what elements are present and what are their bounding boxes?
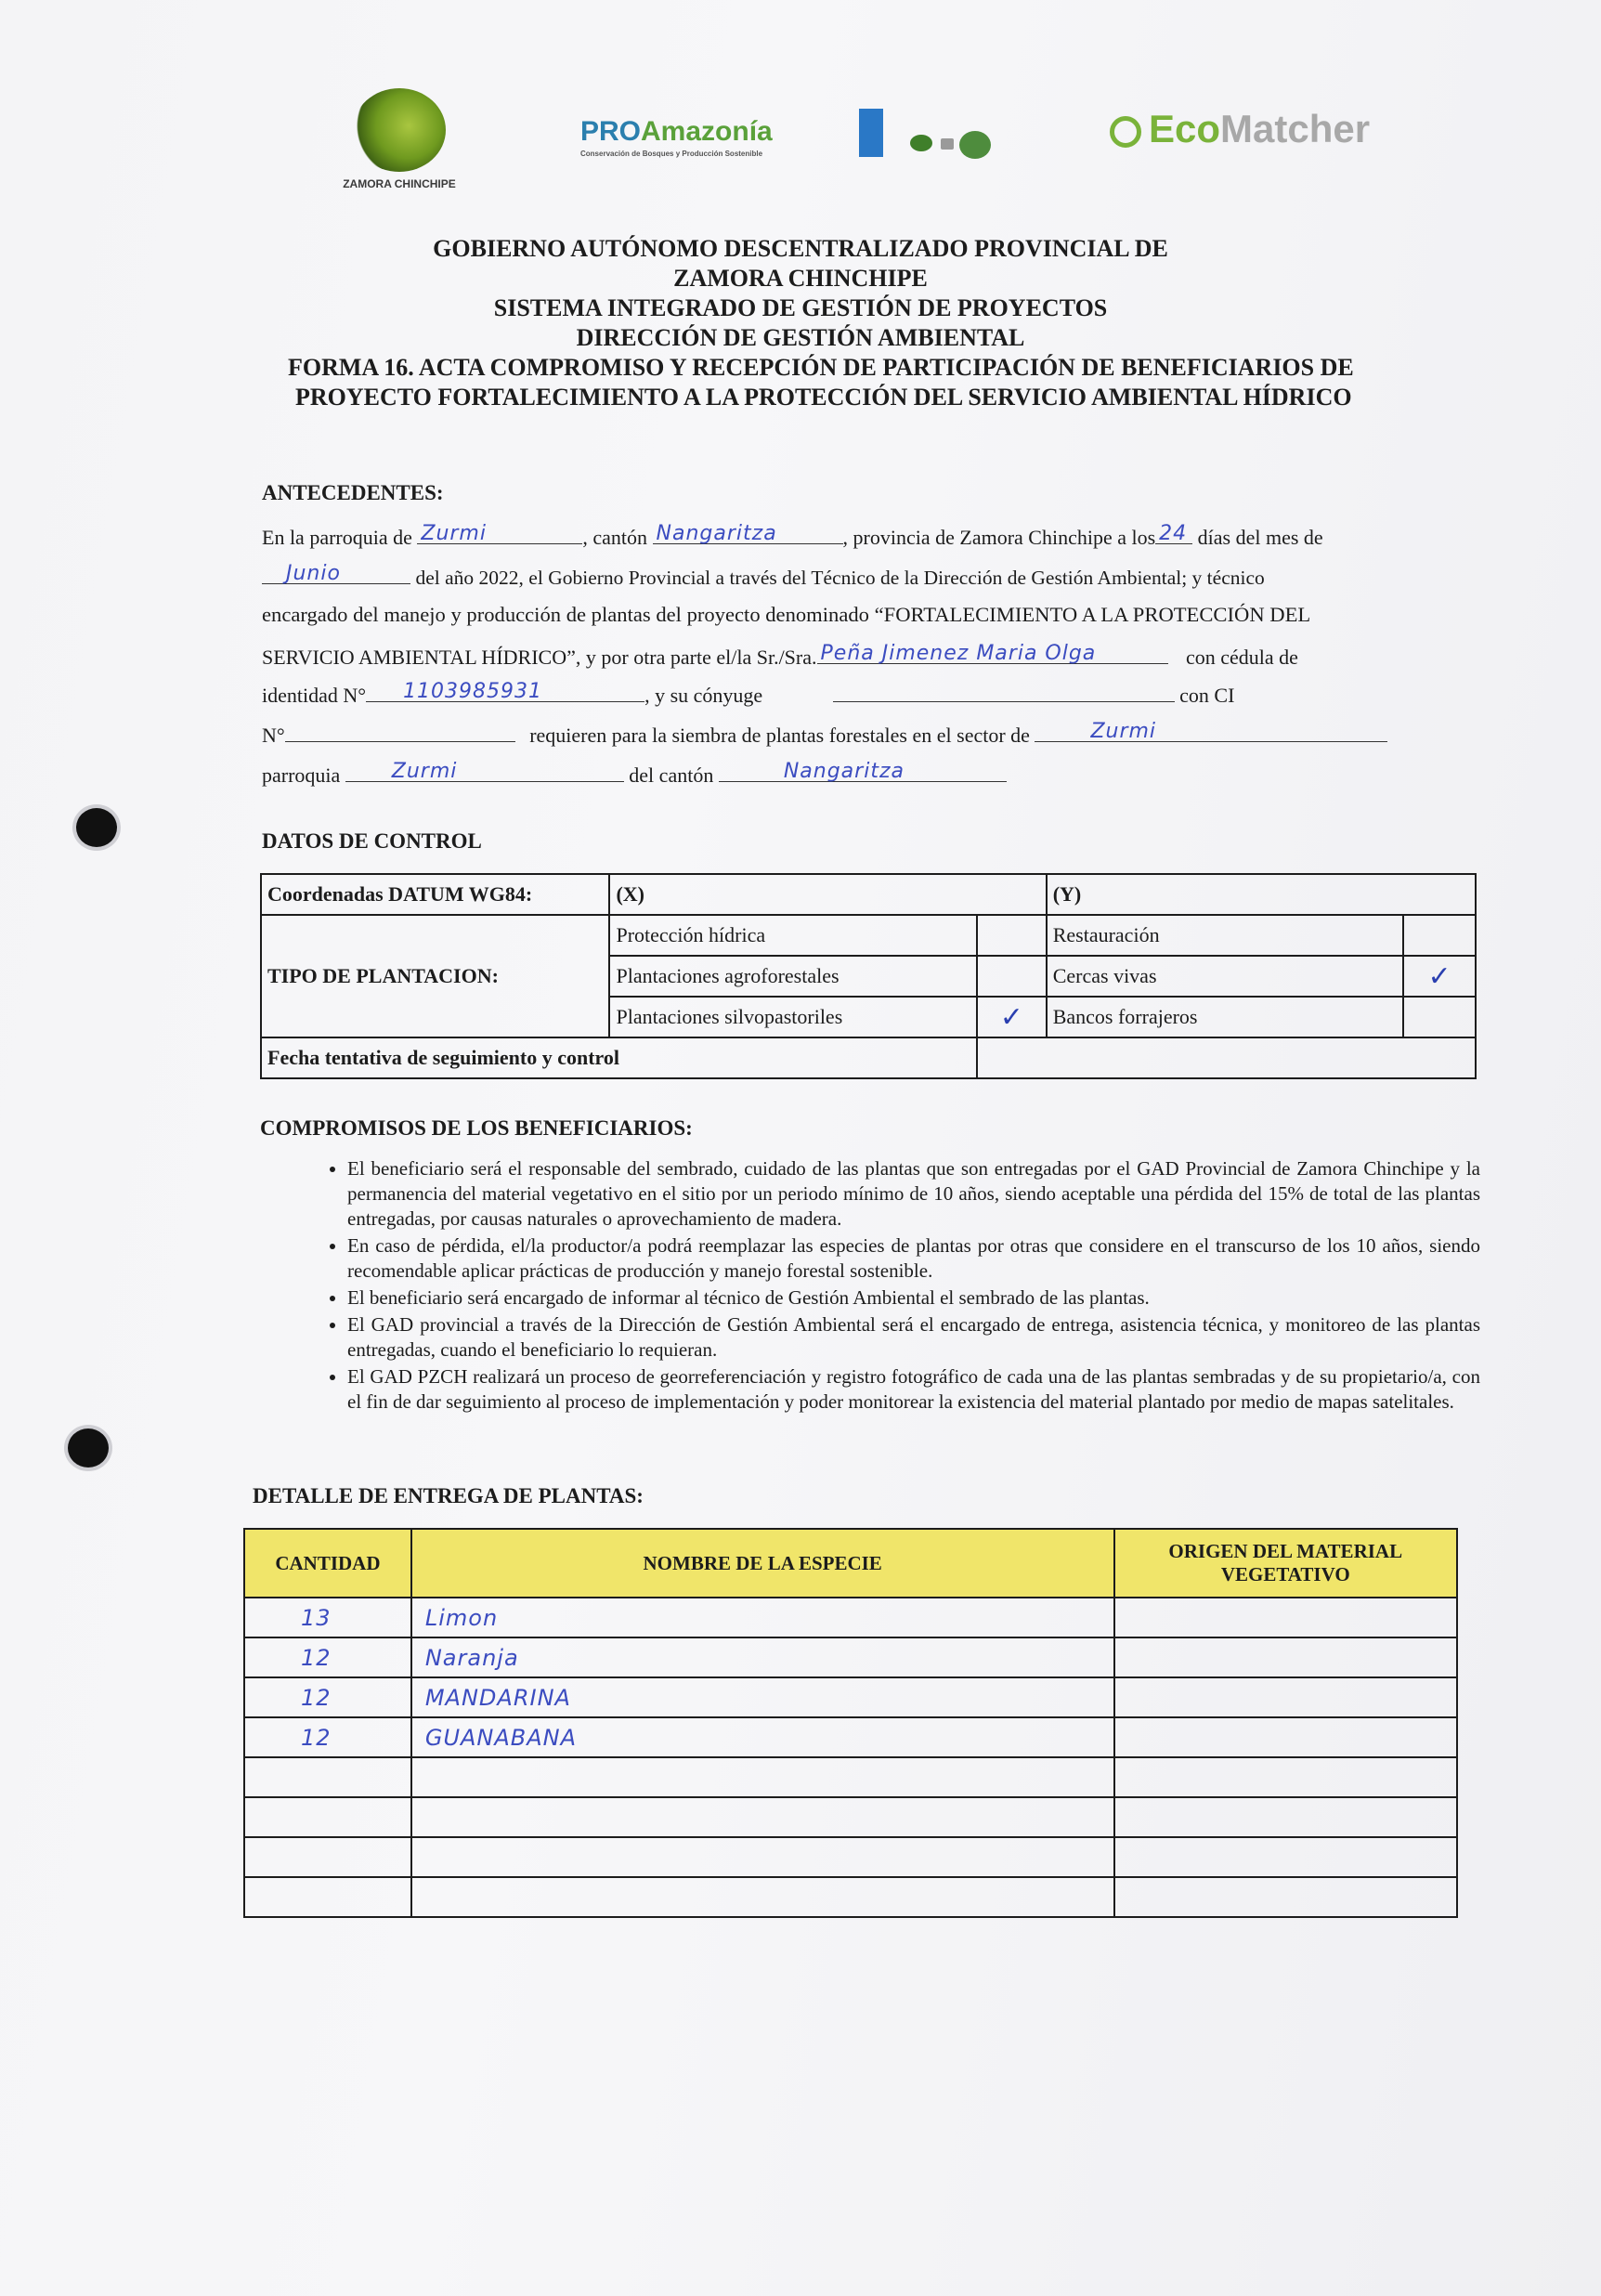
beneficiario-field[interactable] xyxy=(817,643,1168,664)
proamazonia-logo-pro: PRO xyxy=(580,116,642,147)
static-text: del año 2022, el Gobierno Provincial a través del Técnico de la Dirección de Gestión Ambiental; y técnico xyxy=(415,567,1265,589)
static-text: requieren para la siembra de plantas forestales en el sector de xyxy=(529,724,1030,747)
especie-cell[interactable]: GUANABANA xyxy=(411,1717,1114,1757)
compromiso-item: • El GAD provincial a través de la Dirección de Gestión Ambiental será el encargado de entrega, asistencia técnica, y monitoreo de las plantas entregadas, cuando el beneficiario lo requieran. xyxy=(347,1312,1480,1363)
option-cercas-vivas: Cercas vivas xyxy=(1047,956,1403,997)
conyuge-ci-field[interactable] xyxy=(285,721,515,742)
gad-emblem-icon xyxy=(353,88,446,172)
parroquia-value: Zurmi xyxy=(421,522,487,545)
static-text: con CI xyxy=(1179,684,1235,707)
compromisos-list xyxy=(297,1156,1480,1416)
parroquia2-value: Zurmi xyxy=(391,760,458,783)
conyuge-field[interactable] xyxy=(833,681,1175,702)
especie-cell[interactable]: Naranja xyxy=(411,1637,1114,1677)
static-text: SERVICIO AMBIENTAL HÍDRICO”, y por otra parte el/la Sr./Sra. xyxy=(262,646,817,669)
table-row xyxy=(244,1598,1457,1637)
proamazonia-logo-amazonia: Amazonía xyxy=(641,116,773,147)
especie-cell[interactable] xyxy=(411,1797,1114,1837)
tipo-plantacion-label: TIPO DE PLANTACION: xyxy=(261,915,609,1037)
check-mark-icon: ✓ xyxy=(999,1000,1023,1034)
cantidad-cell[interactable]: 12 xyxy=(244,1637,411,1677)
cantidad-cell[interactable] xyxy=(244,1757,411,1797)
static-text: , provincia de Zamora Chinchipe a los xyxy=(842,526,1156,549)
origen-cell[interactable] xyxy=(1114,1717,1457,1757)
especie-cell[interactable] xyxy=(411,1757,1114,1797)
table-row xyxy=(244,1837,1457,1877)
parroquia-field[interactable] xyxy=(417,523,582,544)
canton-field[interactable] xyxy=(653,523,843,544)
detalle-table xyxy=(243,1528,1458,1918)
header-line-2: ZAMORA CHINCHIPE xyxy=(673,265,928,292)
origen-cell[interactable] xyxy=(1114,1797,1457,1837)
mes-field[interactable] xyxy=(262,563,410,584)
static-text: identidad N° xyxy=(262,684,367,707)
header-line-4: DIRECCIÓN DE GESTIÓN AMBIENTAL xyxy=(576,324,1025,351)
compromisos-heading: COMPROMISOS DE LOS BENEFICIARIOS: xyxy=(260,1116,693,1140)
control-table xyxy=(260,873,1477,1079)
partner-logo-icon xyxy=(941,138,954,150)
beneficiario-value: Peña Jimenez Maria Olga xyxy=(820,642,1097,665)
header-line-1: GOBIERNO AUTÓNOMO DESCENTRALIZADO PROVINCIAL DE xyxy=(433,235,1168,262)
coord-label: Coordenadas DATUM WG84: xyxy=(261,874,609,915)
origen-cell[interactable] xyxy=(1114,1637,1457,1677)
checkbox-agroforestales[interactable] xyxy=(977,956,1047,997)
partner-logos xyxy=(859,109,998,160)
coord-x-label[interactable]: (X) xyxy=(609,874,1046,915)
canton2-field[interactable] xyxy=(719,761,1007,782)
table-row xyxy=(244,1757,1457,1797)
static-text: días del mes de xyxy=(1197,526,1323,549)
cedula-value: 1103985931 xyxy=(403,680,543,703)
undp-logo-icon xyxy=(859,109,883,157)
antecedentes-line-6 xyxy=(262,721,1387,748)
sector-value: Zurmi xyxy=(1090,720,1157,743)
antecedentes-line-4 xyxy=(262,643,1298,670)
compromiso-item: • En caso de pérdida, el/la productor/a podrá reemplazar las especies de plantas por otras que considere en el transcurso de los 10 años, siendo recomendable aplicar prácticas de producción y manejo forestal sostenible. xyxy=(347,1233,1480,1284)
checkbox-silvopastoriles[interactable] xyxy=(977,997,1047,1037)
checkbox-cercas-vivas[interactable] xyxy=(1403,956,1476,997)
form-title-line-2: PROYECTO FORTALECIMIENTO A LA PROTECCIÓN DEL SERVICIO AMBIENTAL HÍDRICO xyxy=(295,384,1352,411)
option-agroforestales: Plantaciones agroforestales xyxy=(609,956,976,997)
origen-cell[interactable] xyxy=(1114,1837,1457,1877)
ecomatcher-leaf-icon xyxy=(1110,116,1141,148)
especie-cell[interactable] xyxy=(411,1877,1114,1917)
table-row xyxy=(244,1797,1457,1837)
check-mark-icon: ✓ xyxy=(1427,959,1451,993)
control-heading: DATOS DE CONTROL xyxy=(262,829,482,853)
form-title-line-1: FORMA 16. ACTA COMPROMISO Y RECEPCIÓN DE PARTICIPACIÓN DE BENEFICIARIOS DE xyxy=(288,354,1354,381)
cantidad-cell[interactable] xyxy=(244,1877,411,1917)
gad-logo-text: ZAMORA CHINCHIPE xyxy=(343,177,456,190)
antecedentes-heading: ANTECEDENTES: xyxy=(262,481,444,504)
table-row xyxy=(244,1677,1457,1717)
table-row xyxy=(244,1877,1457,1917)
ecomatcher-logo-matcher: Matcher xyxy=(1220,107,1371,150)
static-text: del cantón xyxy=(629,763,714,787)
parroquia2-field[interactable] xyxy=(345,761,624,782)
option-restauracion: Restauración xyxy=(1047,915,1403,956)
mes-value: Junio xyxy=(286,562,341,585)
origen-cell[interactable] xyxy=(1114,1598,1457,1637)
col-cantidad-header: CANTIDAD xyxy=(244,1529,411,1598)
ministry-logo-icon xyxy=(910,135,932,151)
checkbox-restauracion[interactable] xyxy=(1403,915,1476,956)
canton-value: Nangaritza xyxy=(656,522,777,545)
punch-hole xyxy=(76,808,117,847)
especie-cell[interactable]: Limon xyxy=(411,1598,1114,1637)
antecedentes-line-1 xyxy=(262,523,1323,550)
option-proteccion-hidrica: Protección hídrica xyxy=(609,915,976,956)
origen-cell[interactable] xyxy=(1114,1877,1457,1917)
coord-y-label[interactable]: (Y) xyxy=(1047,874,1476,915)
antecedentes-line-5 xyxy=(262,681,1234,708)
header-line-3: SISTEMA INTEGRADO DE GESTIÓN DE PROYECTOS xyxy=(493,294,1108,321)
gad-zamora-logo xyxy=(325,88,474,209)
col-origen-header: ORIGEN DEL MATERIAL VEGETATIVO xyxy=(1114,1529,1457,1598)
origen-cell[interactable] xyxy=(1114,1757,1457,1797)
header-logos xyxy=(325,88,1439,209)
static-text: , y su cónyuge xyxy=(644,684,763,707)
especie-cell[interactable] xyxy=(411,1837,1114,1877)
checkbox-proteccion-hidrica[interactable] xyxy=(977,915,1047,956)
option-silvopastoriles: Plantaciones silvopastoriles xyxy=(609,997,976,1037)
static-text: , cantón xyxy=(582,526,648,549)
dia-value: 24 xyxy=(1159,522,1188,545)
compromiso-item: • El beneficiario será encargado de informar al técnico de Gestión Ambiental el sembrado de las plantas. xyxy=(347,1285,1480,1311)
ecomatcher-logo xyxy=(1110,107,1370,151)
antecedentes-line-2 xyxy=(262,563,1265,590)
punch-hole xyxy=(68,1428,109,1468)
compromiso-item: • El GAD PZCH realizará un proceso de georreferenciación y registro fotográfico de cada una de las plantas sembradas y de su propietario/a, con el fin de dar seguimiento al proceso de implementación y poder monitorear la existencia del material plantado por medio de mapas satelitales. xyxy=(347,1364,1480,1415)
cantidad-cell[interactable]: 12 xyxy=(244,1717,411,1757)
static-text: En la parroquia de xyxy=(262,526,412,549)
detalle-heading: DETALLE DE ENTREGA DE PLANTAS: xyxy=(253,1484,644,1507)
sector-field[interactable] xyxy=(1035,721,1387,742)
proamazonia-subtitle: Conservación de Bosques y Producción Sostenible xyxy=(580,150,763,158)
gef-logo-icon xyxy=(959,131,991,159)
ecomatcher-logo-eco: Eco xyxy=(1149,107,1221,150)
cantidad-cell[interactable] xyxy=(244,1797,411,1837)
table-row xyxy=(244,1637,1457,1677)
option-bancos-forrajeros: Bancos forrajeros xyxy=(1047,997,1403,1037)
antecedentes-line-3: encargado del manejo y producción de plantas del proyecto denominado “FORTALECIMIENTO A LA PROTECCIÓN DEL xyxy=(262,603,1311,626)
cedula-field[interactable] xyxy=(366,681,644,702)
fecha-seguimiento-field[interactable] xyxy=(977,1037,1476,1078)
origen-cell[interactable] xyxy=(1114,1677,1457,1717)
static-text: parroquia xyxy=(262,763,341,787)
fecha-seguimiento-label: Fecha tentativa de seguimiento y control xyxy=(261,1037,977,1078)
cantidad-cell[interactable] xyxy=(244,1837,411,1877)
dia-field[interactable] xyxy=(1155,523,1192,544)
cantidad-cell[interactable]: 13 xyxy=(244,1598,411,1637)
canton2-value: Nangaritza xyxy=(783,760,905,783)
checkbox-bancos-forrajeros[interactable] xyxy=(1403,997,1476,1037)
cantidad-cell[interactable]: 12 xyxy=(244,1677,411,1717)
col-especie-header: NOMBRE DE LA ESPECIE xyxy=(411,1529,1114,1598)
proamazonia-logo xyxy=(580,116,773,158)
compromiso-item: • El beneficiario será el responsable del sembrado, cuidado de las plantas que son entregadas por el GAD Provincial de Zamora Chinchipe y la permanencia del material vegetativo en el sitio por un periodo mínimo de 10 años, siendo aceptable una pérdida del 15% de total de las plantas entregadas, por causas naturales o aprovechamiento de madera. xyxy=(347,1156,1480,1232)
static-text: N° xyxy=(262,724,285,747)
static-text: con cédula de xyxy=(1186,646,1298,669)
antecedentes-line-7 xyxy=(262,761,1007,788)
especie-cell[interactable]: MANDARINA xyxy=(411,1677,1114,1717)
table-row xyxy=(244,1717,1457,1757)
